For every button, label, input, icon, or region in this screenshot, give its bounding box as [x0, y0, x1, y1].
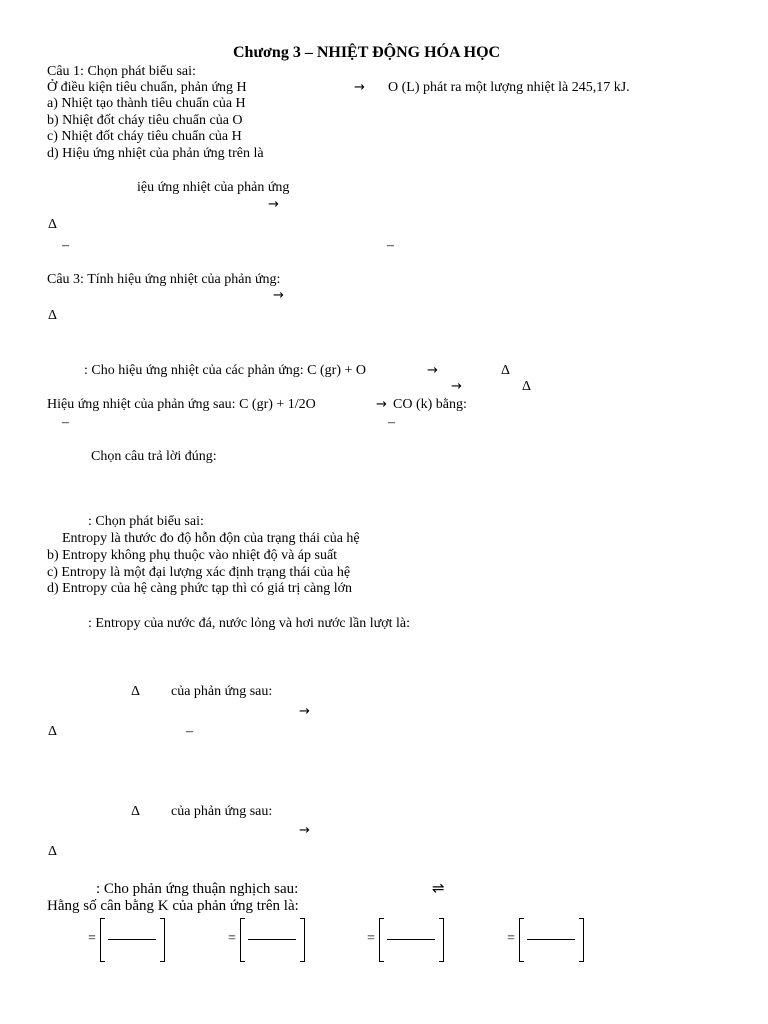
minus-sign: – — [387, 238, 394, 253]
fraction-bar — [387, 939, 435, 940]
right-bracket — [439, 918, 444, 962]
delta-symbol: Δ — [48, 724, 58, 739]
delta-symbol: Δ — [131, 804, 141, 819]
q1-option-b: b) Nhiệt đốt cháy tiêu chuẩn của O — [47, 113, 243, 128]
reaction-arrow-icon: → — [427, 363, 438, 378]
left-bracket — [519, 918, 524, 962]
q4-question-left: Hiệu ứng nhiệt của phản ứng sau: C (gr) + 1/2O — [47, 397, 316, 412]
fraction-bar — [108, 939, 156, 940]
minus-sign: – — [186, 724, 193, 739]
q1-option-a: a) Nhiệt tạo thành tiêu chuẩn của H — [47, 96, 246, 111]
equals-sign: = — [228, 931, 236, 946]
delta-symbol: Δ — [131, 684, 141, 699]
delta-symbol: Δ — [501, 363, 511, 378]
q5-option-c: c) Entropy là một đại lượng xác định trạng thái của hệ — [47, 565, 351, 580]
delta-symbol: Δ — [48, 308, 58, 323]
minus-sign: – — [388, 415, 395, 430]
q5-option-d: d) Entropy của hệ càng phức tạp thì có giá trị càng lớn — [47, 581, 352, 596]
equals-sign: = — [367, 931, 375, 946]
reaction-arrow-icon: → — [376, 397, 387, 412]
q9-prompt: : Cho phản ứng thuận nghịch sau: — [96, 881, 299, 897]
reaction-arrow-icon: → — [268, 197, 279, 212]
delta-symbol: Δ — [48, 217, 58, 232]
fraction-bar — [527, 939, 575, 940]
q1-stem-left: Ở điều kiện tiêu chuẩn, phản ứng H — [47, 80, 247, 95]
delta-symbol: Δ — [48, 844, 58, 859]
q9-question: Hằng số cân bằng K của phản ứng trên là: — [47, 898, 299, 914]
reaction-arrow-icon: → — [299, 704, 310, 719]
right-bracket — [579, 918, 584, 962]
q5-option-b: b) Entropy không phụ thuộc vào nhiệt độ và áp suất — [47, 548, 338, 563]
q1-option-c: c) Nhiệt đốt cháy tiêu chuẩn của H — [47, 129, 242, 144]
q2-prompt: iệu ứng nhiệt của phản ứng — [137, 180, 290, 195]
chapter-title: Chương 3 – NHIỆT ĐỘNG HÓA HỌC — [233, 44, 501, 61]
q5-option-a: Entropy là thước đo độ hỗn độn của trạng thái của hệ — [62, 531, 360, 546]
reaction-arrow-icon: → — [273, 288, 284, 303]
fraction-bar — [248, 939, 296, 940]
q4-prompt: : Cho hiệu ứng nhiệt của các phản ứng: C (gr) + O — [84, 363, 367, 378]
q7-prompt: của phản ứng sau: — [171, 684, 273, 699]
q1-heading: Câu 1: Chọn phát biểu sai: — [47, 64, 196, 79]
equilibrium-expression-b — [228, 916, 312, 964]
equals-sign: = — [88, 931, 96, 946]
equilibrium-expression-d — [507, 916, 591, 964]
right-bracket — [300, 918, 305, 962]
equilibrium-arrow-icon: ⇌ — [432, 879, 445, 897]
q4-instruction: Chọn câu trả lời đúng: — [91, 449, 217, 464]
q8-prompt: của phản ứng sau: — [171, 804, 273, 819]
right-bracket — [160, 918, 165, 962]
reaction-arrow-icon: → — [451, 379, 462, 394]
q6-prompt: : Entropy của nước đá, nước lỏng và hơi nước lần lượt là: — [88, 616, 411, 631]
delta-symbol: Δ — [522, 379, 532, 394]
left-bracket — [379, 918, 384, 962]
q5-heading: : Chọn phát biểu sai: — [88, 514, 204, 529]
minus-sign: – — [62, 415, 69, 430]
equilibrium-expression-c — [367, 916, 451, 964]
minus-sign: – — [62, 238, 69, 253]
left-bracket — [240, 918, 245, 962]
equals-sign: = — [507, 931, 515, 946]
reaction-arrow-icon: → — [299, 823, 310, 838]
left-bracket — [100, 918, 105, 962]
q4-question-right: CO (k) bằng: — [393, 397, 467, 412]
equilibrium-expression-a — [88, 916, 172, 964]
q1-stem-right: O (L) phát ra một lượng nhiệt là 245,17 kJ. — [388, 80, 630, 95]
q3-heading: Câu 3: Tính hiệu ứng nhiệt của phản ứng: — [47, 272, 281, 287]
reaction-arrow-icon: → — [354, 80, 365, 95]
q1-option-d: d) Hiệu ứng nhiệt của phản ứng trên là — [47, 146, 264, 161]
